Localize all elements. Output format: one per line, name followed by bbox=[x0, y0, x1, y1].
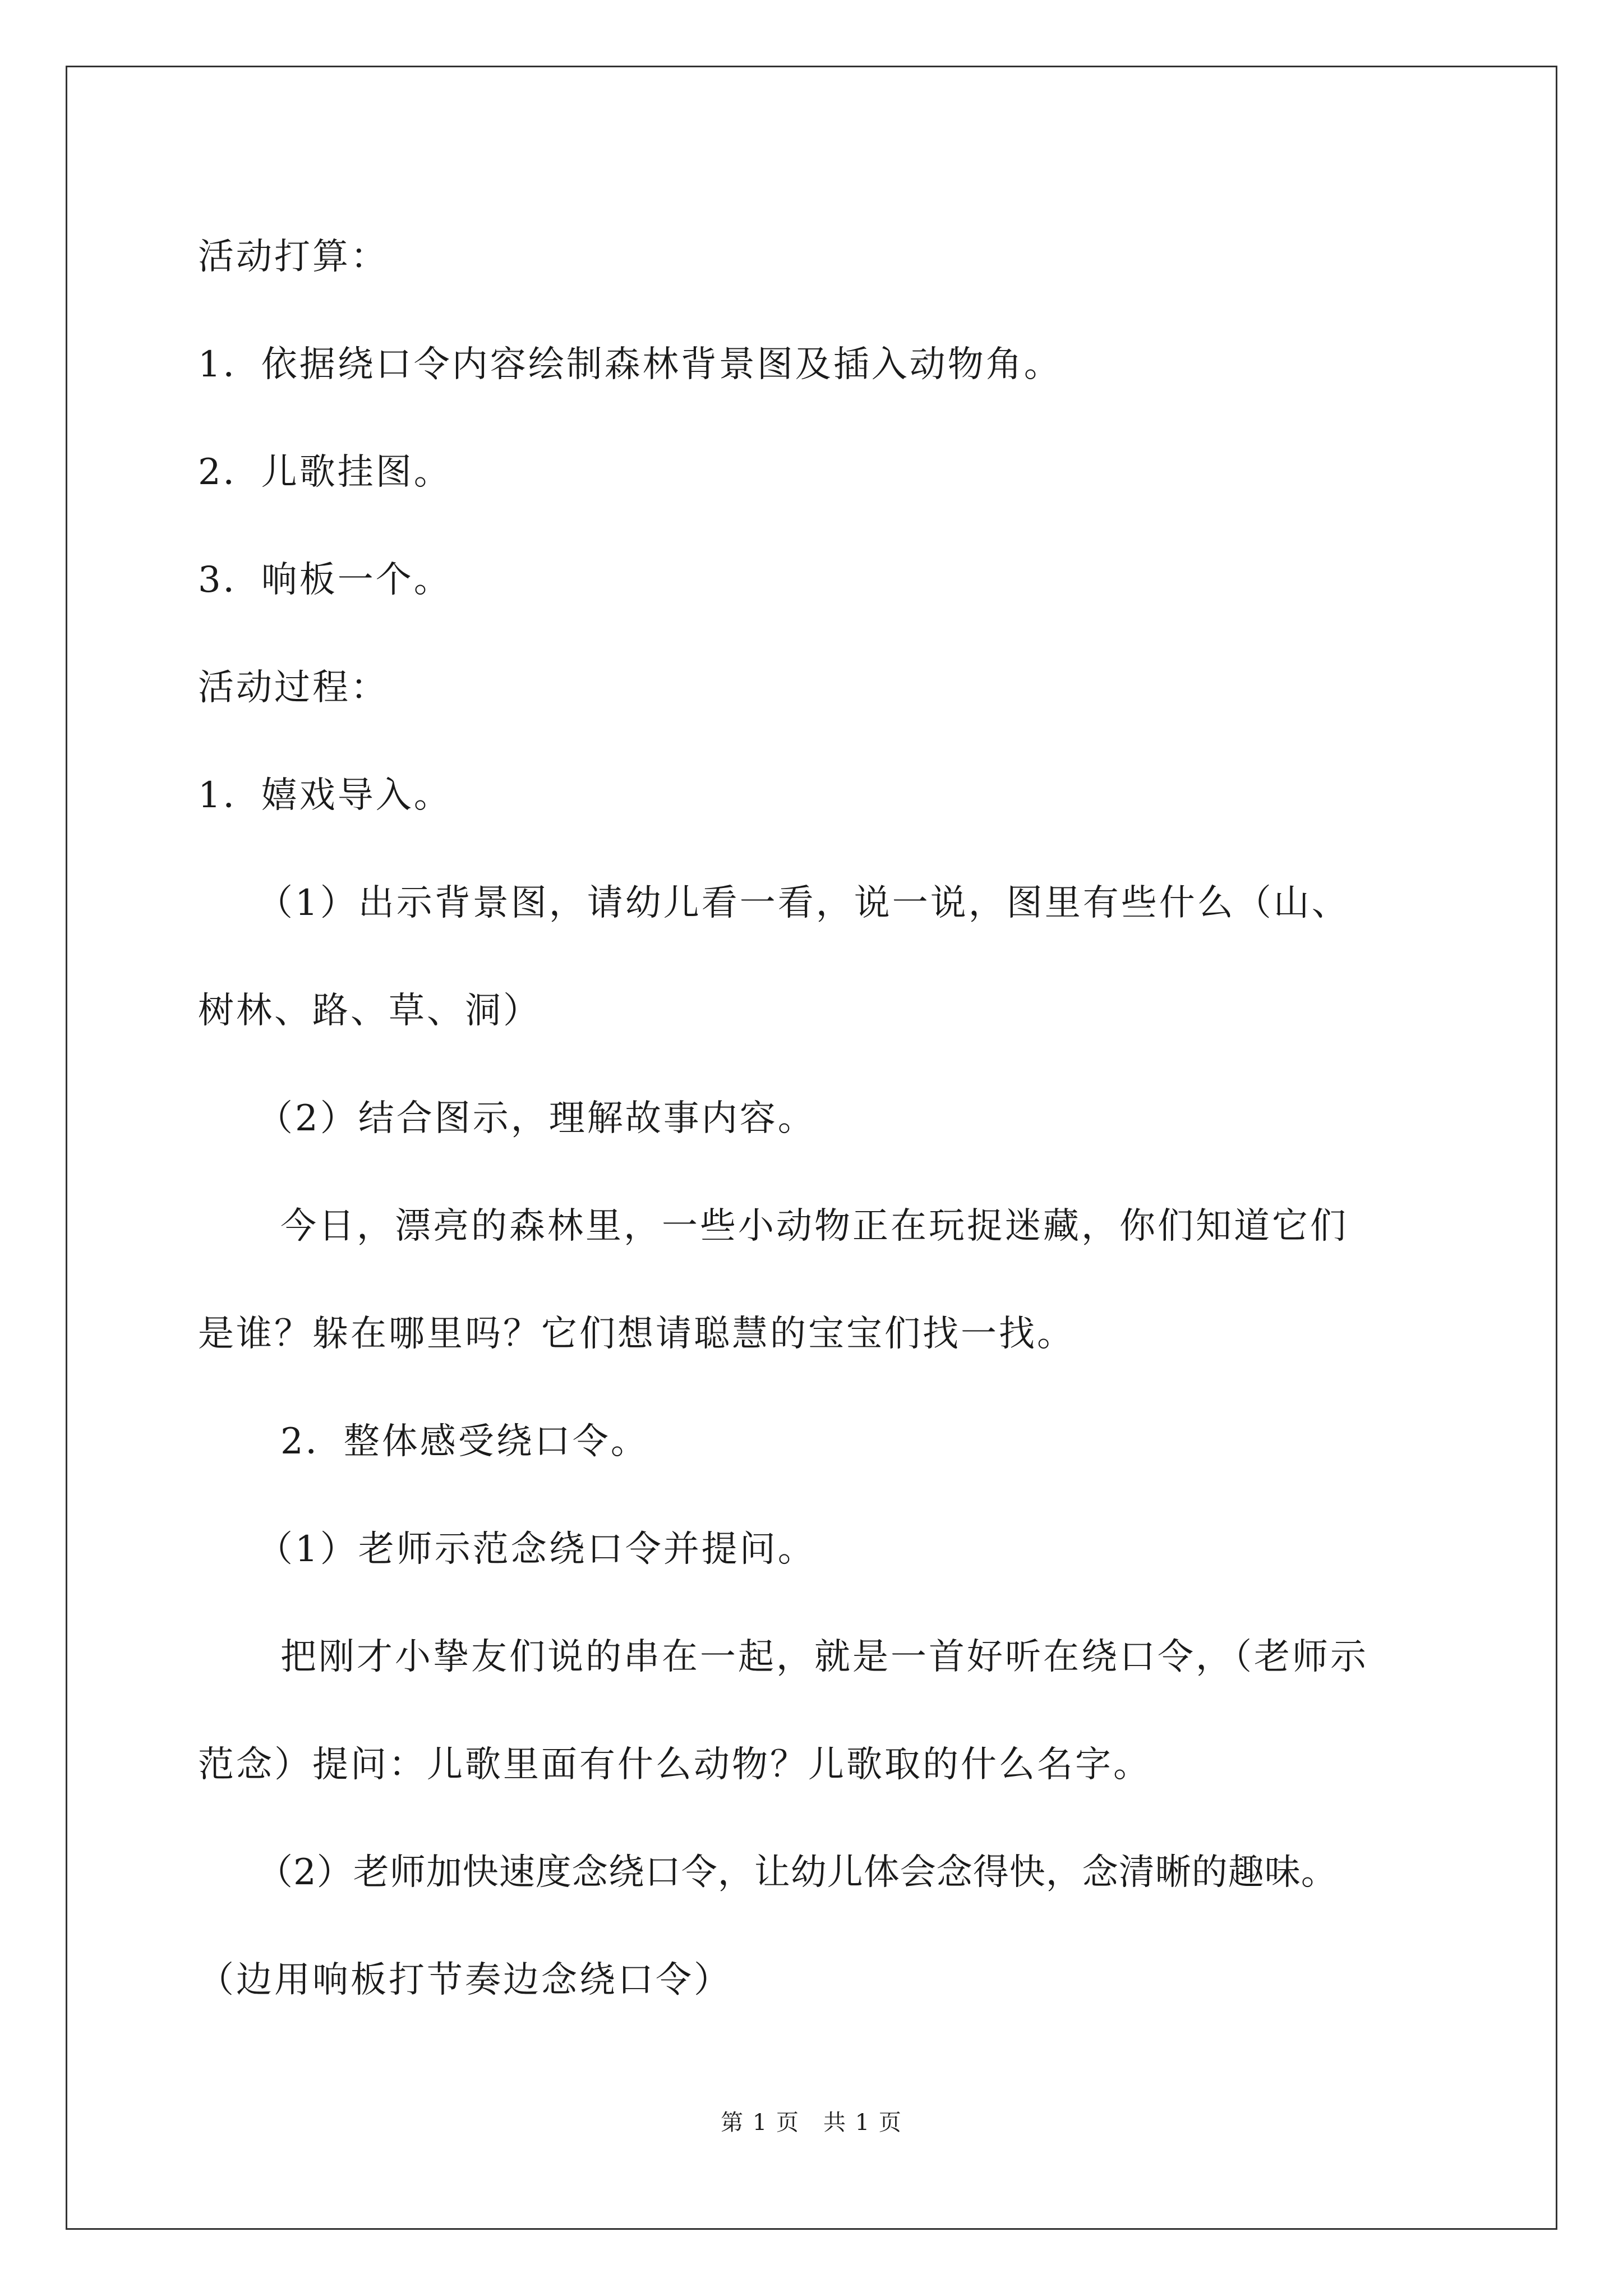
text-line-4: 3．响板一个。 bbox=[198, 559, 452, 601]
page-border bbox=[66, 66, 1557, 2230]
text-line-3: 2．儿歌挂图。 bbox=[198, 452, 452, 493]
text-line-11: 是谁？躲在哪里吗？它们想请聪慧的宝宝们找一找。 bbox=[198, 1313, 1075, 1355]
text-line-5: 活动过程： bbox=[198, 667, 389, 708]
text-line-1: 活动打算： bbox=[198, 236, 389, 278]
text-line-9: （2）结合图示，理解故事内容。 bbox=[257, 1098, 816, 1139]
text-line-10: 今日，漂亮的森林里，一些小动物正在玩捉迷藏，你们知道它们 bbox=[280, 1205, 1348, 1247]
text-line-8: 树林、路、草、洞） bbox=[198, 990, 541, 1032]
text-line-7: （1）出示背景图，请幼儿看一看，说一说，图里有些什么（山、 bbox=[257, 882, 1350, 924]
text-line-17: （边用响板打节奏边念绕口令） bbox=[198, 1959, 732, 2001]
text-line-15: 范念）提问：儿歌里面有什么动物？儿歌取的什么名字。 bbox=[198, 1744, 1151, 1786]
text-line-14: 把刚才小挚友们说的串在一起，就是一首好听在绕口令，（老师示 bbox=[280, 1636, 1368, 1678]
text-line-12: 2．整体感受绕口令。 bbox=[280, 1421, 649, 1462]
text-line-16: （2）老师加快速度念绕口令，让幼儿体会念得快，念清晰的趣味。 bbox=[257, 1852, 1338, 1893]
page-footer: 第 1 页 共 1 页 bbox=[721, 2110, 902, 2136]
text-line-13: （1）老师示范念绕口令并提问。 bbox=[257, 1529, 816, 1570]
text-line-2: 1．依据绕口令内容绘制森林背景图及插入动物角。 bbox=[198, 344, 1062, 385]
text-line-6: 1．嬉戏导入。 bbox=[198, 775, 452, 816]
